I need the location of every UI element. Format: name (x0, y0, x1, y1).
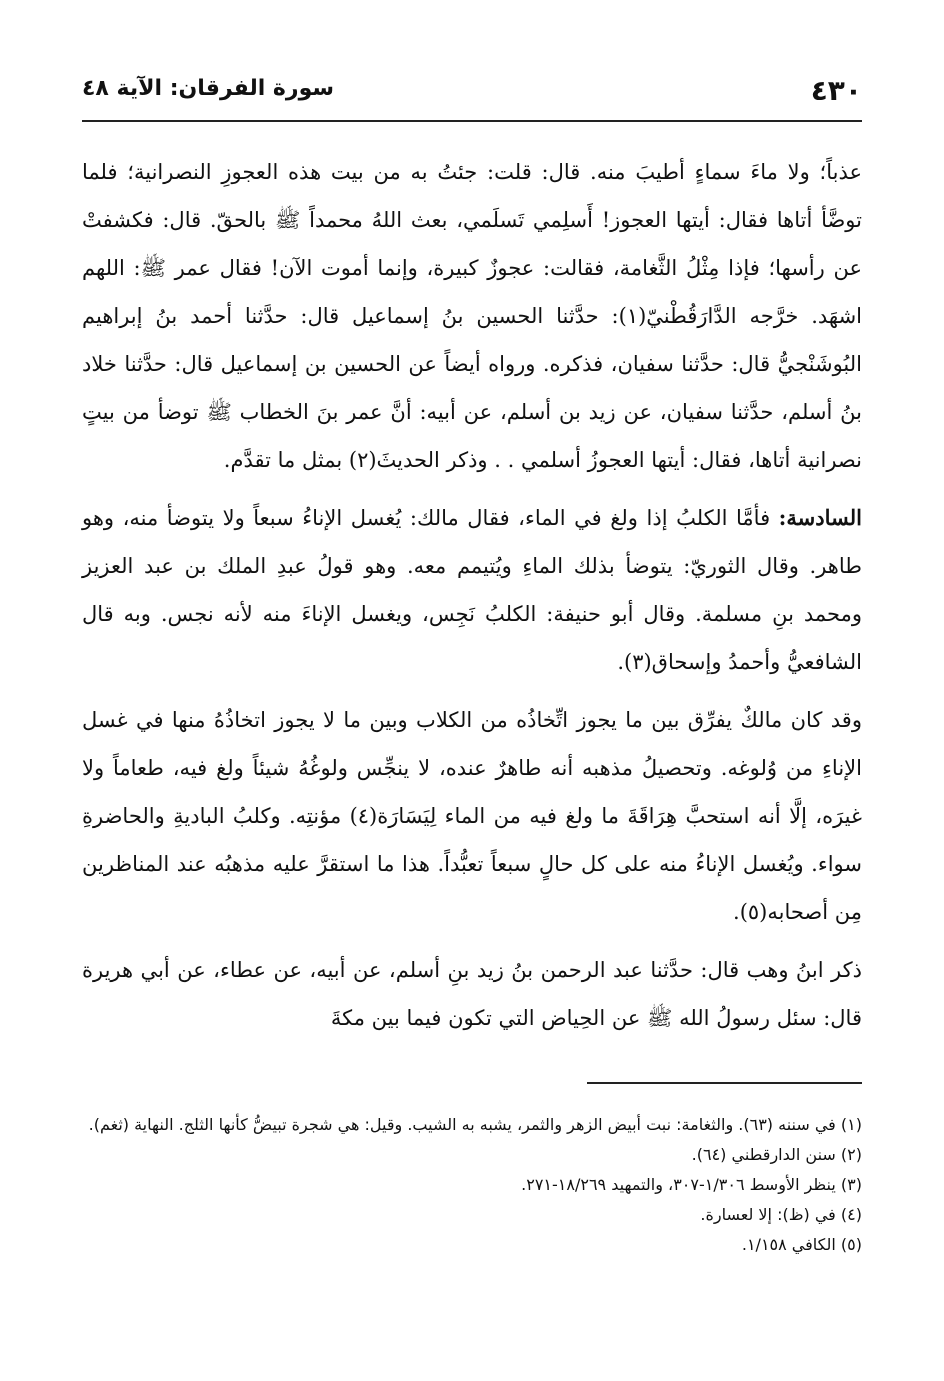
surah-title: سورة الفرقان: الآية ٤٨ (82, 76, 335, 101)
main-text (82, 148, 862, 1052)
footnote: (١) في سننه (٦٣). والثغامة: نبت أبيض الزهر والثمر، يشبه به الشيب. وقيل: هي شجرة تبيضُّ كأنها الثلج. النهاية (ثغم). (88, 1115, 862, 1134)
paragraph: عذباً؛ ولا ماءَ سماءٍ أطيبَ منه. قال: قلت: جئتُ به من بيت هذه العجوزِ النصرانية؛ فلما توضَّأ أتاها فقال: أيتها العجوز! أَسلِمي تَسلَمي، بعث اللهُ محمداً ﷺ بالحقّ. قال: فكشفتْ عن رأسها؛ فإذا مِثْلُ الثَّغامة، فقالت: عجوزٌ كبيرة، وإنما أموت الآن! فقال عمر ﷺ: اللهم اشهَد. خرَّجه الدَّارَقُطْنيّ(١): حدَّثنا الحسين بنُ إسماعيل قال: حدَّثنا أحمد بنُ إبراهيم البُوشَنْجيُّ قال: حدَّثنا سفيان، فذكره. ورواه أيضاً عن الحسين بن إسماعيل قال: حدَّثنا خلاد بنُ أسلم، حدَّثنا سفيان، عن زيد بن أسلم، عن أبيه: أنَّ عمر بنَ الخطاب ﷺ توضأ من بيتٍ نصرانية أتاها، فقال: أيتها العجوزُ أسلمي . . وذكر الحديثَ(٢) بمثل ما تقدَّم. (82, 160, 863, 472)
paragraph-text: فأمَّا الكلبُ إذا ولغ في الماء، فقال مالك: يُغسل الإناءُ سبعاً ولا يتوضأ منه، وهو طاهر. وقال الثوريّ: يتوضأ بذلك الماءِ ويُتيمم معه. وهو قولُ عبدِ الملك بن عبد العزيز ومحمد بنِ مسلمة. وقال أبو حنيفة: الكلبُ نَجِس، ويغسل الإناءَ منه لأنه نجس. وبه قال الشافعيُّ وأحمدُ وإسحاق(٣). (82, 506, 862, 674)
paragraph: وقد كان مالكٌ يفرِّق بين ما يجوز اتِّخاذُه من الكلاب وبين ما لا يجوز اتخاذُهُ منها في غسل الإناءِ من وُلوغه. وتحصيلُ مذهبه أنه طاهرٌ عنده، لا ينجِّس ولوغُهُ شيئاً ولغ فيه، طعاماً ولا غيرَه، إلَّا أنه استحبَّ هِرَاقَةَ ما ولغ فيه من الماء لِيَسَارَة(٤) مؤنتِه. وكلبُ الباديةِ والحاضرةِ سواء. ويُغسل الإناءُ منه على كل حالٍ سبعاً تعبُّداً. هذا ما استقرَّ عليه مذهبُه عند المناظرين مِن أصحابه(٥). (82, 708, 862, 924)
running-header (82, 68, 862, 122)
footnote: (٣) ينظر الأوسط ١/٣٠٦-٣٠٧، والتمهيد ١٨/٢٦٩-٢٧١. (521, 1175, 862, 1194)
paragraph: ذكر ابنُ وهب قال: حدَّثنا عبد الرحمن بنُ زيد بنِ أسلم، عن أبيه، عن عطاء، عن أبي هريرة قال: سئل رسولُ الله ﷺ عن الحِياض التي تكون فيما بين مكةَ (82, 958, 862, 1030)
footnote-divider (587, 1082, 862, 1084)
footnote: (٢) سنن الدارقطني (٦٤). (691, 1145, 862, 1164)
paragraph (82, 494, 862, 686)
footnote: (٤) في (ظ): إلا لعسارة. (700, 1205, 862, 1224)
section-heading: السادسة: (778, 505, 862, 530)
footnote: (٥) الكافي ١/١٥٨. (741, 1235, 862, 1254)
page-number: ٤٣٠ (810, 74, 862, 107)
footnotes (82, 1110, 862, 1260)
